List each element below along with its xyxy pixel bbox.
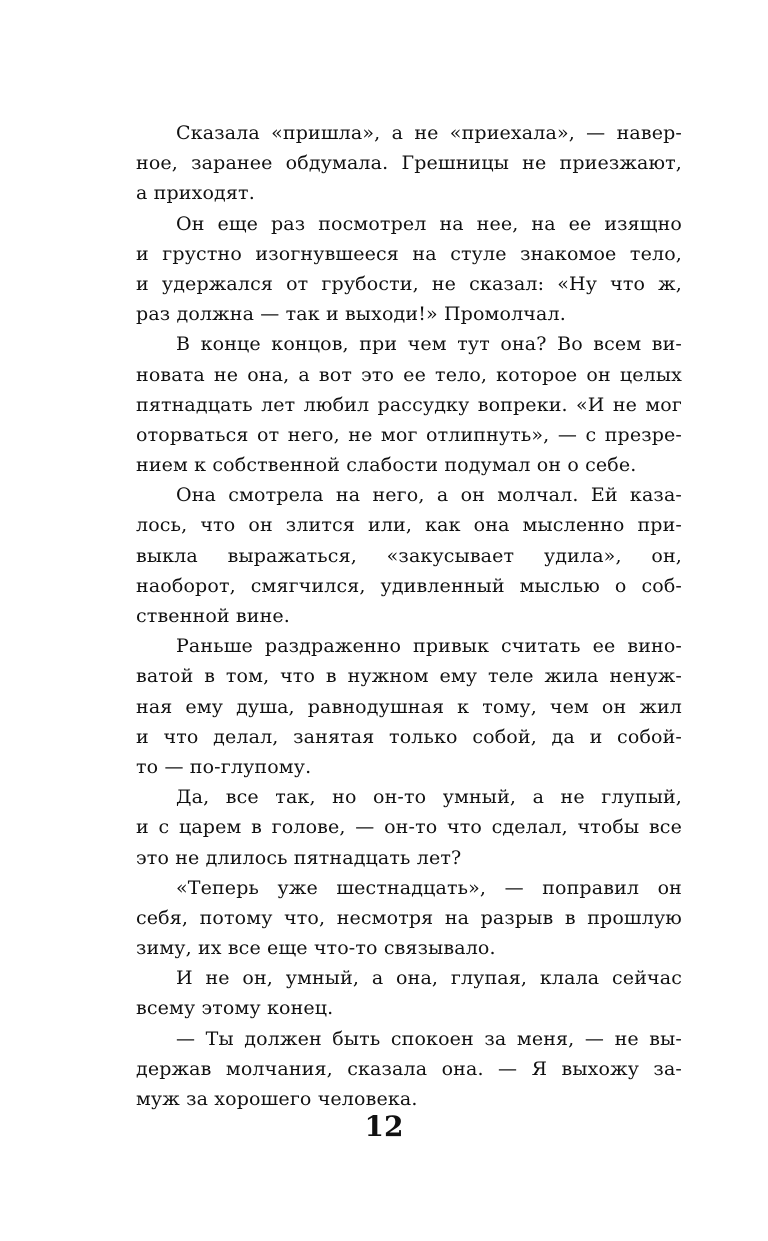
text-line: пятнадцать лет любил рассудку вопреки. «И не мог xyxy=(136,393,682,416)
text-line: В конце концов, при чем тут она? Во всем ви- xyxy=(176,333,682,356)
text-line: то — по-глупому. xyxy=(136,755,312,778)
text-line: раз должна — так и выходи!» Промолчал. xyxy=(136,303,566,326)
text-line: Он еще раз посмотрел на нее, на ее изящно xyxy=(176,212,682,235)
text-line: Раньше раздраженно привык считать ее вино- xyxy=(176,635,682,658)
text-line: выкла выражаться, «закусывает удила», он, xyxy=(136,544,682,567)
text-line: держав молчания, сказала она. — Я выхожу за- xyxy=(136,1057,682,1080)
text-line: нием к собственной слабости подумал он о себе. xyxy=(136,454,637,477)
text-line: Сказала «пришла», а не «приехала», — навер- xyxy=(176,122,682,144)
text-line: и грустно изогнувшееся на стуле знакомое тело, xyxy=(136,242,682,265)
text-line: всему этому конец. xyxy=(136,997,334,1020)
text-line: Она смотрела на него, а он молчал. Ей каза- xyxy=(176,484,682,507)
text-line: новата не она, а вот это ее тело, которое он целых xyxy=(136,363,682,386)
page-number: 12 xyxy=(364,1110,404,1143)
text-line: ное, заранее обдумала. Грешницы не приезжают, xyxy=(136,152,682,175)
text-line: ственной вине. xyxy=(136,605,290,627)
text-line: ватой в том, что в нужном ему теле жила ненуж- xyxy=(136,665,682,688)
text-line: зиму, их все еще что-то связывало. xyxy=(136,937,496,960)
text-line: наоборот, смягчился, удивленный мыслью о соб- xyxy=(136,574,682,597)
text-line: муж за хорошего человека. xyxy=(136,1088,418,1110)
text-line: — Ты должен быть спокоен за меня, — не вы- xyxy=(176,1027,682,1050)
text-line: «Теперь уже шестнадцать», — поправил он xyxy=(176,876,682,899)
text-line: и удержался от грубости, не сказал: «Ну что ж, xyxy=(136,272,682,295)
text-line: И не он, умный, а она, глупая, клала сейчас xyxy=(176,967,682,990)
text-line: а приходят. xyxy=(136,182,255,205)
text-line: ная ему душа, равнодушная к тому, чем он жил xyxy=(136,695,682,718)
body-text xyxy=(136,118,682,1114)
text-line: Да, все так, но он-то умный, а не глупый, xyxy=(176,786,682,809)
text-line: и с царем в голове, — он-то что сделал, чтобы все xyxy=(136,816,682,839)
text-line: себя, потому что, несмотря на разрыв в прошлую xyxy=(136,906,682,929)
text-line: это не длилось пятнадцать лет? xyxy=(136,846,462,869)
text-line: и что делал, занятая только собой, да и собой- xyxy=(136,725,682,748)
text-line: оторваться от него, не мог отлипнуть», — с презре- xyxy=(136,423,682,446)
text-line: лось, что он злится или, как она мысленно при- xyxy=(136,514,682,537)
